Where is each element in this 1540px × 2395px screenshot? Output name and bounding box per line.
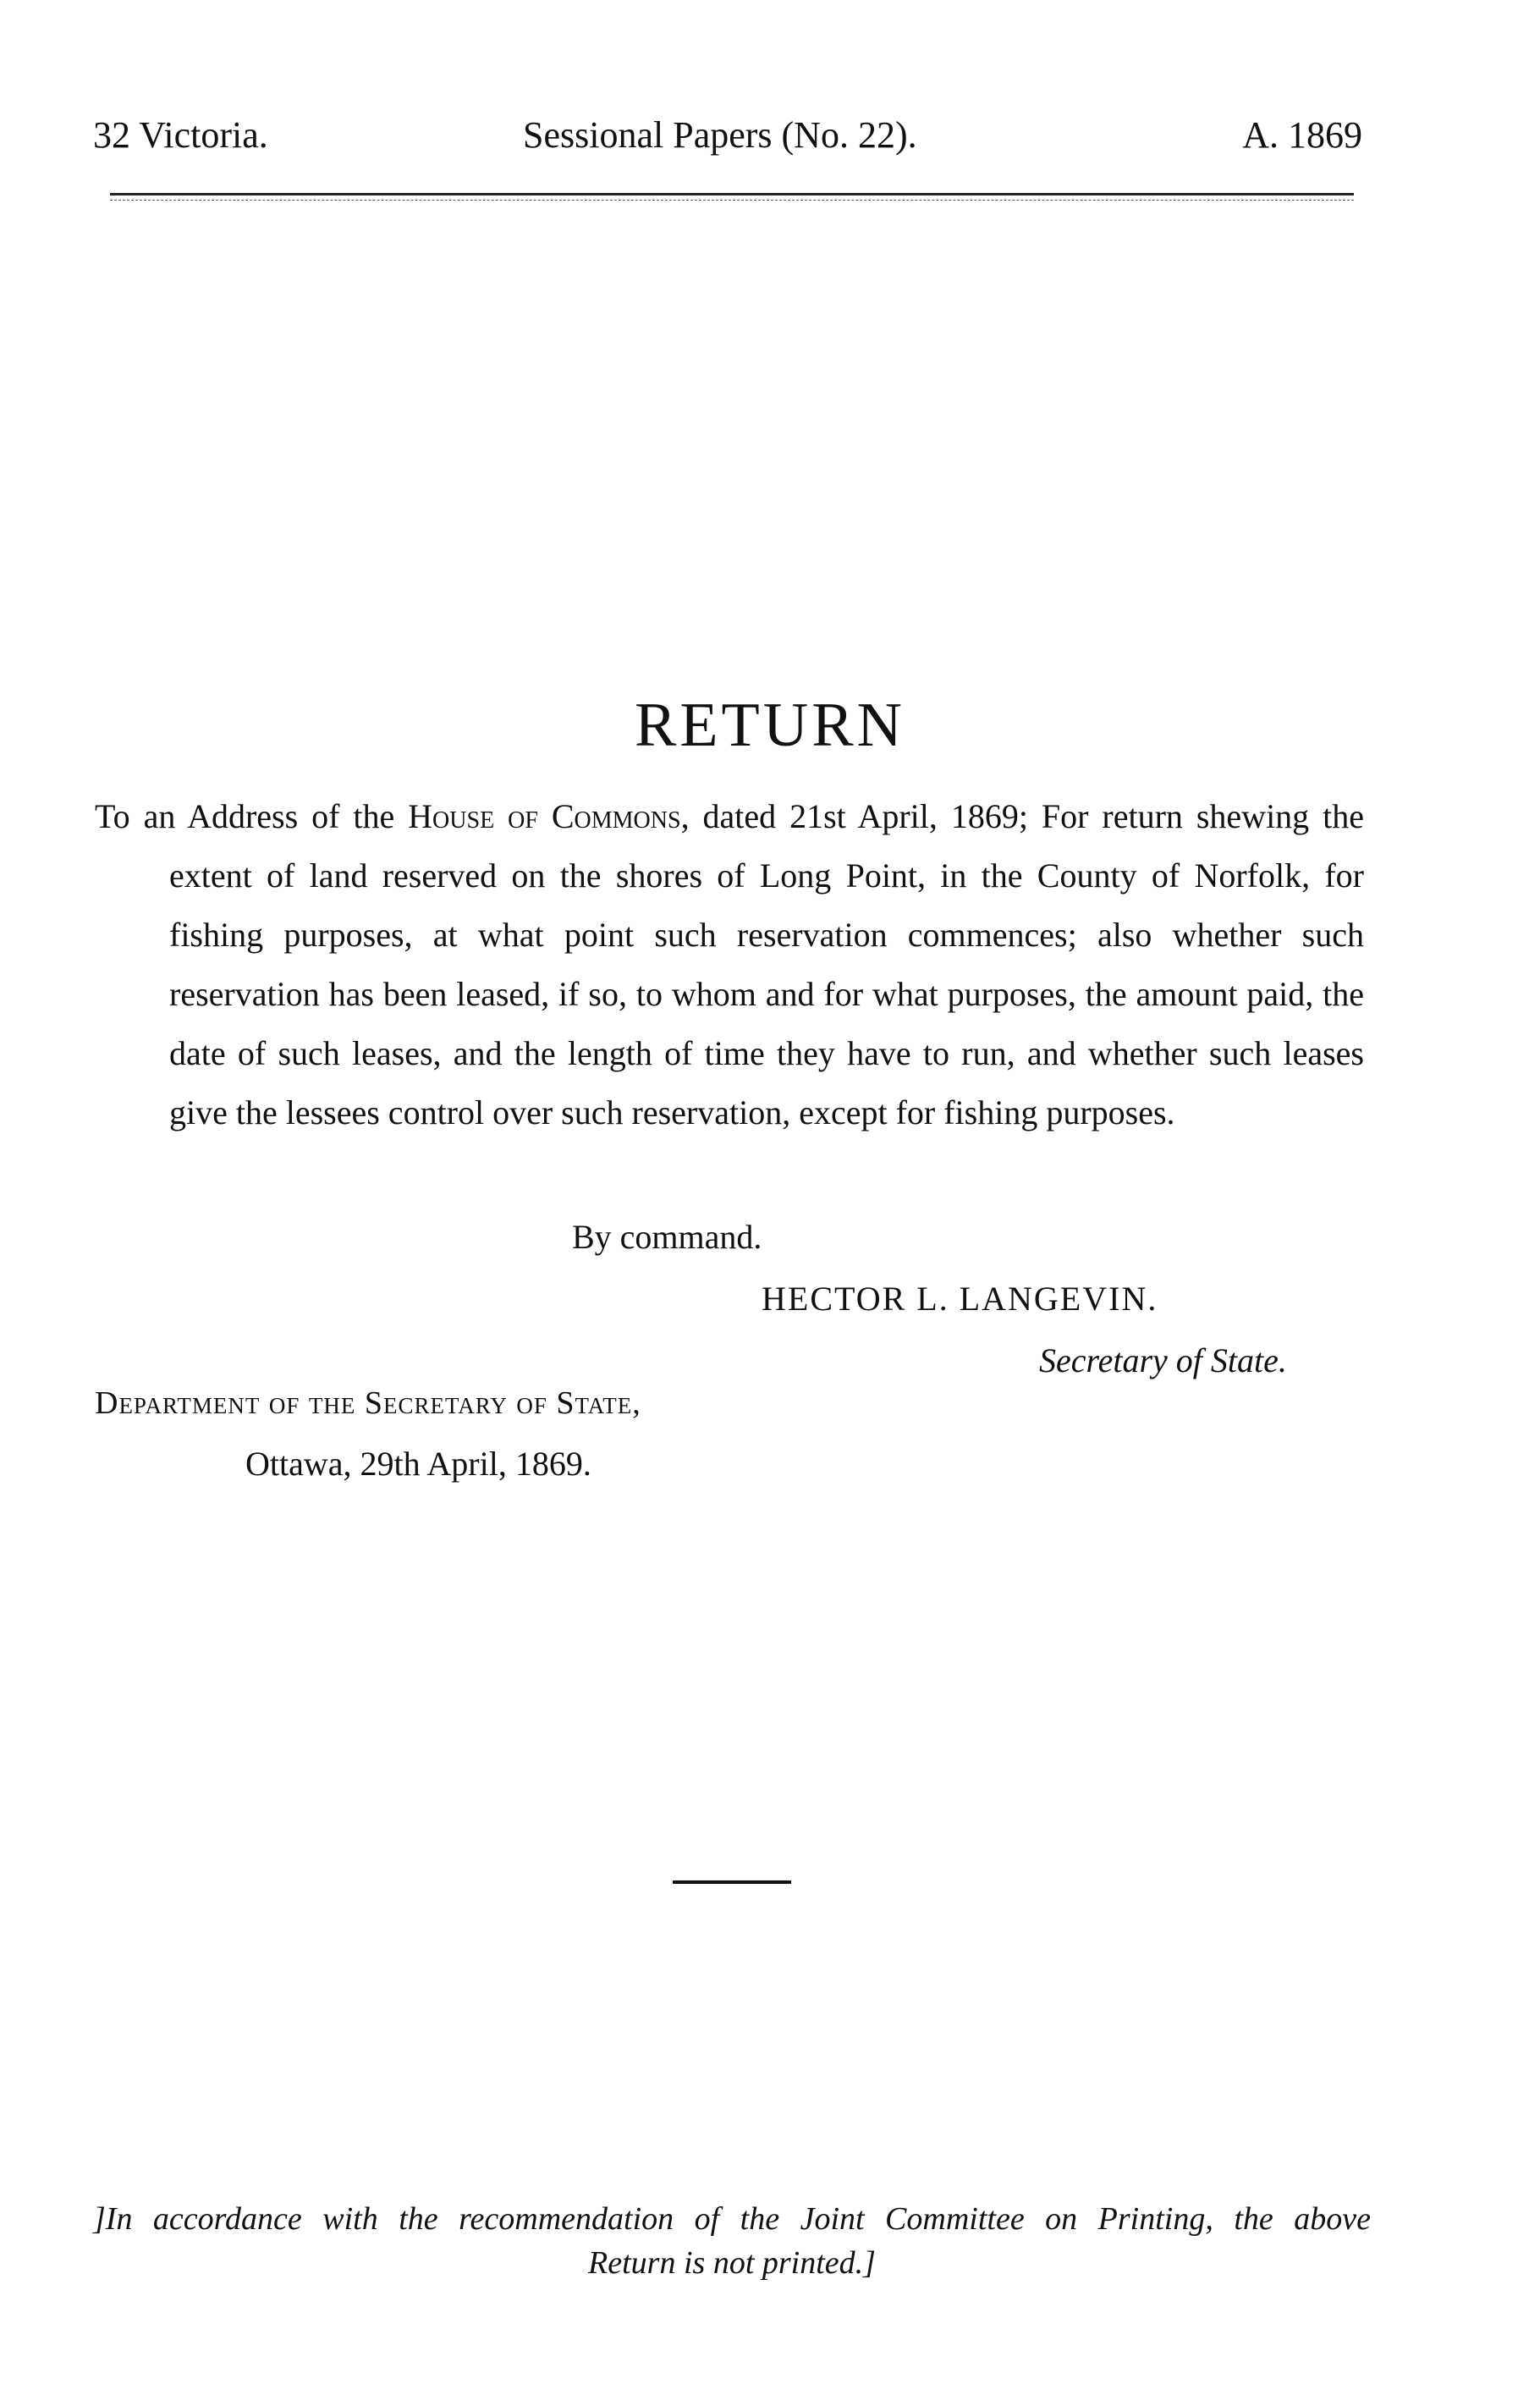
running-header xyxy=(93,110,1362,161)
address-text-start: To an Address of the xyxy=(95,797,409,835)
footnote-line-2: Return is not printed.] xyxy=(588,2245,876,2281)
signatory-title: Secretary of State. xyxy=(1039,1341,1287,1379)
header-rule xyxy=(110,193,1354,195)
footnote-line-1: ]In accordance with the recommendation of the Joint Committee on Printing, the above xyxy=(93,2201,1371,2237)
address-text-rest: , dated 21st April, 1869; For return shewing the extent of land reserved on the shores of Long Point, in the County of Norfolk, for fishing purposes, at what point such reservation commences; also whether such reservation has been leased, if so, to whom and for what purposes, the amount paid, the date of such leases, and the length of time they have to run, and whether such leases give the lessees control over such reservation, except for fishing purposes. xyxy=(169,797,1364,1131)
footnote xyxy=(93,2197,1371,2285)
department-place-date: Ottawa, 29th April, 1869. xyxy=(245,1445,591,1483)
header-sessional-papers: Sessional Papers (No. 22). xyxy=(523,114,917,156)
department-name: Department of the Secretary of State, xyxy=(95,1385,641,1421)
house-of-commons: House of Commons xyxy=(408,797,681,835)
address-paragraph xyxy=(95,787,1364,1142)
header-session: 32 Victoria. xyxy=(93,114,268,156)
header-year: A. 1869 xyxy=(1242,114,1362,156)
signatory-name: HECTOR L. LANGEVIN. xyxy=(762,1280,1158,1318)
document-title: RETURN xyxy=(635,691,905,760)
by-command: By command. xyxy=(572,1218,762,1256)
section-divider xyxy=(673,1880,791,1884)
header-rule-secondary xyxy=(110,200,1354,201)
